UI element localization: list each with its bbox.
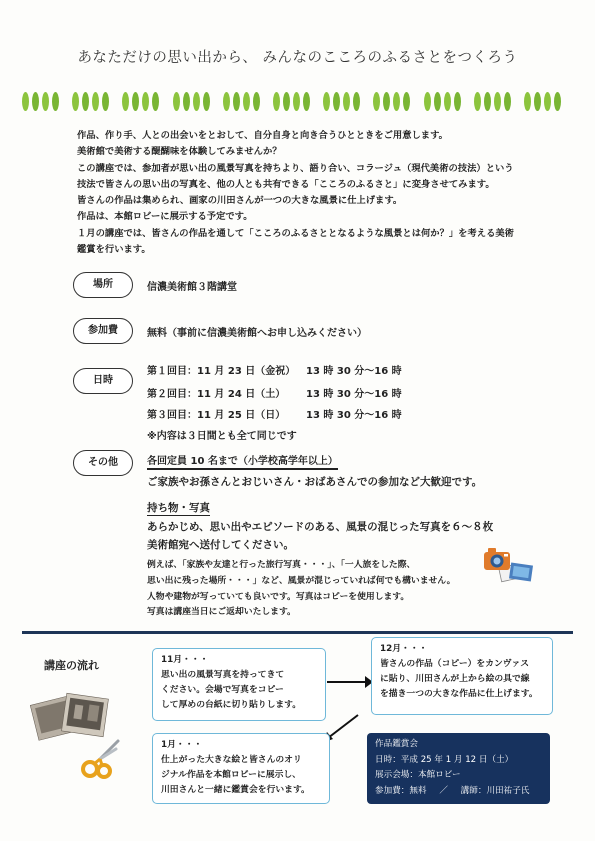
flow-step-december: [371, 637, 553, 715]
intro-line: 作品は、本館ロビーに展示する予定です。: [77, 211, 253, 223]
tree-icon: [534, 92, 541, 111]
event-fee-lecturer: [375, 784, 542, 800]
place-label: 場所: [73, 272, 133, 298]
bring-line-1: あらかじめ、思い出やエピソードのある、風景の混じった写真を６～８枚: [147, 521, 494, 533]
tree-icon: [524, 92, 531, 111]
step-line: ください。会場で写真をコピー: [161, 685, 284, 695]
bring-title-wrap: [147, 500, 210, 515]
intro-line: 皆さんの作品は集められ、画家の川田さんが一つの大きな風景に仕上げます。: [77, 195, 403, 207]
tree-icon: [283, 92, 290, 111]
event-lecturer: 講師：川田祐子氏: [460, 785, 530, 796]
tree-icon: [183, 92, 190, 111]
intro-line: １月の講座では、皆さんの作品を通して「こころのふるさととなるような風景とは何か？」を考える美術: [77, 227, 514, 239]
time-row-1: 13 時 30 分～16 時: [306, 366, 402, 377]
time-row-3: 13 時 30 分～16 時: [306, 410, 402, 421]
example-line-4: 写真は講座当日にご返却いたします。: [147, 607, 296, 617]
tree-icon: [323, 92, 330, 111]
fee-label: 参加費: [73, 318, 133, 344]
tree-icon: [424, 92, 431, 111]
flow-step-january: [152, 733, 330, 804]
tree-icon: [504, 92, 511, 111]
tree-icon: [273, 92, 280, 111]
tree-row: [22, 92, 574, 112]
step-line: 川田さんと一緒に鑑賞会を行います。: [161, 785, 310, 795]
event-venue: 展示会場：本館ロビー: [375, 770, 461, 780]
step-line: 仕上がった大きな絵と皆さんのオリ: [161, 755, 302, 765]
tree-icon: [544, 92, 551, 111]
intro-line: 美術館で美術する醍醐味を体験してみませんか？: [77, 146, 282, 158]
example-line-3: 人物や建物が写っていても良いです。写真はコピーを使用します。: [147, 592, 410, 602]
bring-title: 持ち物・写真: [147, 502, 210, 514]
tree-icon: [82, 92, 89, 111]
example-line-1: 例えば、「家族や友達と行った旅行写真・・・」、「一人旅をした際、: [147, 560, 416, 570]
tree-icon: [444, 92, 451, 111]
step-head: 12月・・・: [380, 644, 428, 654]
tree-icon: [32, 92, 39, 111]
time-row-2: 13 時 30 分～16 時: [306, 389, 402, 400]
intro-line: この講座では、参加者が思い出の風景写真を持ちより、語り合い、コラージュ（現代美術の技法）という: [77, 162, 514, 174]
intro-line: 技法で皆さんの思い出の写真を、他の人とも共有できる「こころのふるさと」に変身させてみます。: [77, 178, 495, 190]
arrow-right-icon: [325, 672, 375, 692]
step-head: 1月・・・: [161, 740, 203, 750]
tree-icon: [52, 92, 59, 111]
example-line-2: 思い出に残った場所・・・」など、風景が混じっていれば何でも構いません。: [147, 576, 456, 586]
date-label: 日時: [73, 368, 133, 394]
step-line: に貼り、川田さんが上から絵の具で線: [380, 674, 530, 684]
date-note: ※内容は３日間とも全て同じです: [147, 431, 297, 442]
event-title: 作品鑑賞会: [375, 739, 418, 749]
tree-icon: [132, 92, 139, 111]
tree-icon: [454, 92, 461, 111]
tree-icon: [474, 92, 481, 111]
tree-icon: [484, 92, 491, 111]
tree-icon: [494, 92, 501, 111]
tree-icon: [343, 92, 350, 111]
intro-text: [77, 128, 547, 258]
section-divider: [22, 631, 573, 634]
event-fee: 参加費：無料: [375, 785, 427, 796]
step-line: して厚めの台紙に切り貼りします。: [161, 700, 302, 710]
scissors-icon: [78, 737, 122, 781]
page-title: あなただけの思い出から、 みんなのこころのふるさとをつくろう: [77, 50, 518, 66]
step-line: 皆さんの作品（コピー）をカンヴァス: [380, 659, 530, 669]
place-value: 信濃美術館３階講堂: [147, 282, 237, 293]
fee-value: 無料（事前に信濃美術館へお申し込みください）: [147, 328, 367, 339]
date-row-2: 第２回目：11 月 24 日（土）: [147, 389, 286, 400]
tree-icon: [333, 92, 340, 111]
tree-icon: [233, 92, 240, 111]
step-head: 11月・・・: [161, 655, 209, 665]
tree-icon: [554, 92, 561, 111]
tree-icon: [203, 92, 210, 111]
step-line: 思い出の風景写真を持ってきて: [161, 670, 285, 680]
intro-line: 作品、作り手、人との出会いをとおして、自分自身と向き合うひとときをご用意します。: [77, 130, 448, 141]
step-line: を描き一つの大きな作品に仕上げます。: [380, 689, 538, 699]
tree-icon: [122, 92, 129, 111]
tree-icon: [403, 92, 410, 111]
tree-icon: [373, 92, 380, 111]
flow-title: 講座の流れ: [44, 659, 99, 672]
bring-line-2: 美術館宛へ送付してください。: [147, 539, 294, 551]
tree-icon: [353, 92, 360, 111]
tree-icon: [243, 92, 250, 111]
tree-icon: [253, 92, 260, 111]
step-line: ジナル作品を本館ロビーに展示し、: [161, 770, 301, 780]
capacity-wrap: [147, 452, 338, 467]
tree-icon: [173, 92, 180, 111]
other-label: その他: [73, 450, 133, 476]
tree-icon: [152, 92, 159, 111]
date-row-3: 第３回目：11 月 25 日（日）: [147, 410, 286, 421]
event-info-box: [367, 733, 550, 804]
tree-icon: [293, 92, 300, 111]
tree-icon: [22, 92, 29, 111]
family-text: ご家族やお孫さんとおじいさん・おばあさんでの参加など大歓迎です。: [147, 476, 483, 488]
tree-icon: [72, 92, 79, 111]
event-separator: ／: [439, 785, 448, 796]
tree-icon: [193, 92, 200, 111]
tree-icon: [383, 92, 390, 111]
tree-icon: [142, 92, 149, 111]
intro-line: 鑑賞を行います。: [77, 244, 151, 256]
tree-icon: [102, 92, 109, 111]
tree-icon: [223, 92, 230, 111]
tree-icon: [303, 92, 310, 111]
capacity-text: 各回定員 10 名まで（小学校高学年以上）: [147, 456, 338, 470]
event-date: 日時：平成 25 年 1 月 12 日（土）: [375, 754, 514, 765]
tree-icon: [434, 92, 441, 111]
tree-icon: [393, 92, 400, 111]
tree-icon: [42, 92, 49, 111]
date-row-1: 第１回目：11 月 23 日（金祝）: [147, 366, 296, 377]
tree-icon: [92, 92, 99, 111]
flow-step-november: [152, 648, 326, 721]
camera-icon: [480, 544, 542, 588]
